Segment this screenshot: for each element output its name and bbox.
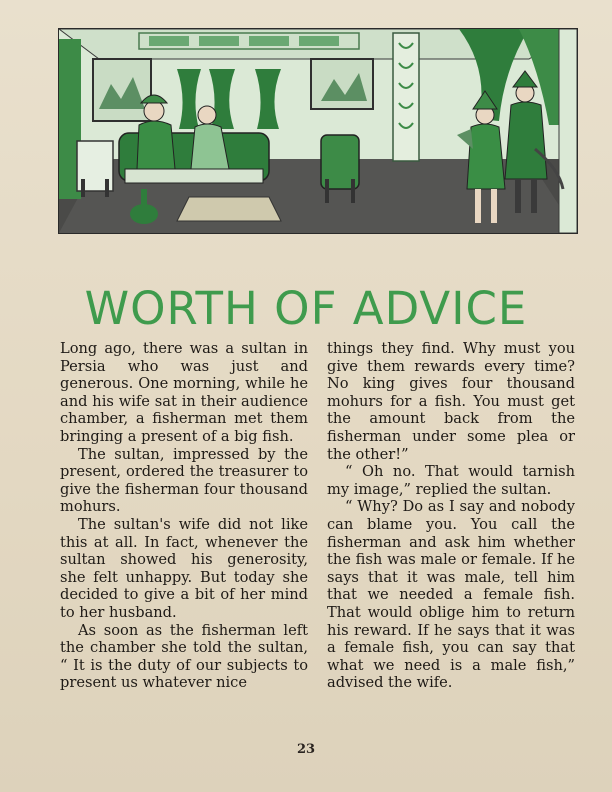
story-illustration: [58, 28, 578, 234]
page-number: 23: [296, 742, 316, 757]
paragraph: As soon as the fisherman left the chamber she told the sultan, “ It is the duty of our subjects to present us whatever nice: [60, 621, 308, 692]
paragraph: “ Oh no. That would tarnish my image,” replied the sultan.: [327, 463, 575, 498]
right-text-column: [327, 340, 575, 692]
palace-scene-illustration: [59, 29, 577, 233]
paragraph: The sultan, impressed by the present, ordered the treasurer to give the fisherman four thousand mohurs.: [60, 445, 308, 516]
paragraph: “ Why? Do as I say and nobody can blame you. You call the fisherman and ask him whether the fish was male or female. If he says that it was male, tell him that we needed a female fish. That would oblige him to return his reward. If he says that it was a female fish, you can say that what we need is a male fish,” advised the wife.: [327, 498, 575, 692]
paragraph: Long ago, there was a sultan in Persia who was just and generous. One morning, while he and his wife sat in their audience chamber, a fisherman met them bringing a present of a big fish.: [60, 340, 308, 445]
story-title: WORTH OF ADVICE: [84, 282, 528, 336]
paragraph: things they find. Why must you give them rewards every time? No king gives four thousand mohurs for a fish. You must get the amount back from the fisherman under some plea or the other!”: [327, 340, 575, 463]
left-text-column: [60, 340, 308, 692]
paragraph: The sultan's wife did not like this at all. In fact, whenever the sultan showed his generosity, she felt unhappy. But today she decided to give a bit of her mind to her husband.: [60, 515, 308, 621]
